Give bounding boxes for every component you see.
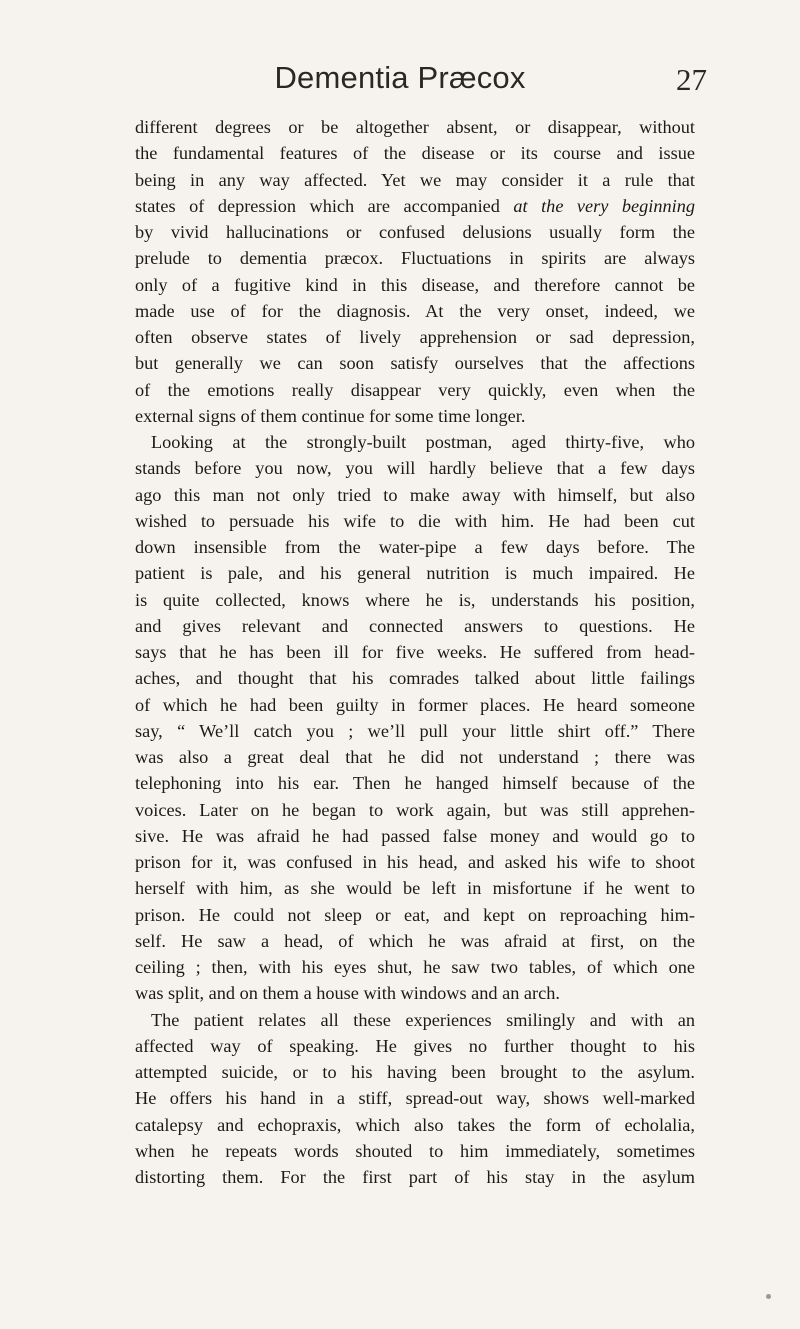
text-line: stands before you now, you will hardly believe that a few days [135, 458, 695, 479]
text-line: prison. He could not sleep or eat, and kept on reproaching him- [135, 904, 695, 925]
running-head [0, 60, 800, 100]
text-line: different degrees or be altogether absent, or disappear, without [135, 117, 695, 137]
text-line: by vivid hallucinations or confused delusions usually form the [135, 222, 695, 242]
text-line: made use of for the diagnosis. At the very onset, indeed, we [135, 300, 695, 321]
text-line: but generally we can soon satisfy ourselves that the affections [135, 353, 695, 374]
text-line: herself with him, as she would be left in misfortune if he went to [135, 878, 695, 899]
page-number: 27 [676, 62, 707, 97]
text-line: say, “ We’ll catch you ; we’ll pull your little shirt off.” There [135, 720, 695, 741]
text-line: being in any way affected. Yet we may consider it a rule that [135, 169, 695, 190]
text-line: aches, and thought that his comrades talked about little failings [135, 668, 695, 689]
text-line: of the emotions really disappear very quickly, even when the [135, 379, 695, 400]
text-line: ceiling ; then, with his eyes shut, he saw two tables, of which one [135, 957, 695, 977]
text-line: the fundamental features of the disease or its course and issue [135, 143, 695, 164]
text-line: when he repeats words shouted to him immediately, sometimes [135, 1140, 695, 1161]
text-line: prelude to dementia præcox. Fluctuations in spirits are always [135, 248, 695, 269]
text-line: says that he has been ill for five weeks. He suffered from head- [135, 642, 695, 662]
body-text [135, 114, 695, 1190]
text-line: was also a great deal that he did not understand ; there was [135, 747, 695, 767]
text-line: wished to persuade his wife to die with him. He had been cut [135, 510, 695, 531]
text-line: ago this man not only tried to make away with himself, but also [135, 484, 695, 505]
running-title: Dementia Præcox [274, 60, 526, 95]
text-line: He offers his hand in a stiff, spread-out way, shows well-marked [135, 1088, 695, 1109]
text-line: prison for it, was confused in his head, and asked his wife to shoot [135, 852, 695, 872]
text-line: is quite collected, knows where he is, understands his position, [135, 589, 695, 610]
italic-phrase: at the very beginning [513, 195, 695, 216]
paragraph-start-line: Looking at the strongly-built postman, aged thirty-five, who [151, 432, 695, 452]
text-line: affected way of speaking. He gives no further thought to his [135, 1035, 695, 1056]
text-line: catalepsy and echopraxis, which also takes the form of echolalia, [135, 1114, 695, 1135]
text-line: was split, and on them a house with windows and an arch. [135, 983, 560, 1004]
page-speck [766, 1294, 771, 1299]
text-line: patient is pale, and his general nutrition is much impaired. He [135, 563, 695, 584]
text-line: distorting them. For the first part of his stay in the asylum [135, 1167, 695, 1187]
text-line: self. He saw a head, of which he was afraid at first, on the [135, 930, 695, 951]
text-line: voices. Later on he began to work again, but was still apprehen- [135, 799, 695, 820]
text-line: down insensible from the water-pipe a few days before. The [135, 537, 695, 557]
text-line: external signs of them continue for some time longer. [135, 405, 526, 426]
text-line: of which he had been guilty in former places. He heard someone [135, 694, 695, 715]
text-line: often observe states of lively apprehension or sad depression, [135, 327, 695, 347]
text-line: and gives relevant and connected answers to questions. He [135, 615, 695, 636]
text-line: telephoning into his ear. Then he hanged himself because of the [135, 773, 695, 794]
text-line: attempted suicide, or to his having been brought to the asylum. [135, 1062, 695, 1082]
text-line: only of a fugitive kind in this disease, and therefore cannot be [135, 274, 695, 295]
text-line: sive. He was afraid he had passed false money and would go to [135, 825, 695, 846]
paragraph-start-line: The patient relates all these experiences smilingly and with an [151, 1009, 695, 1030]
text-line: states of depression which are accompanied at the very beginning [135, 195, 695, 216]
